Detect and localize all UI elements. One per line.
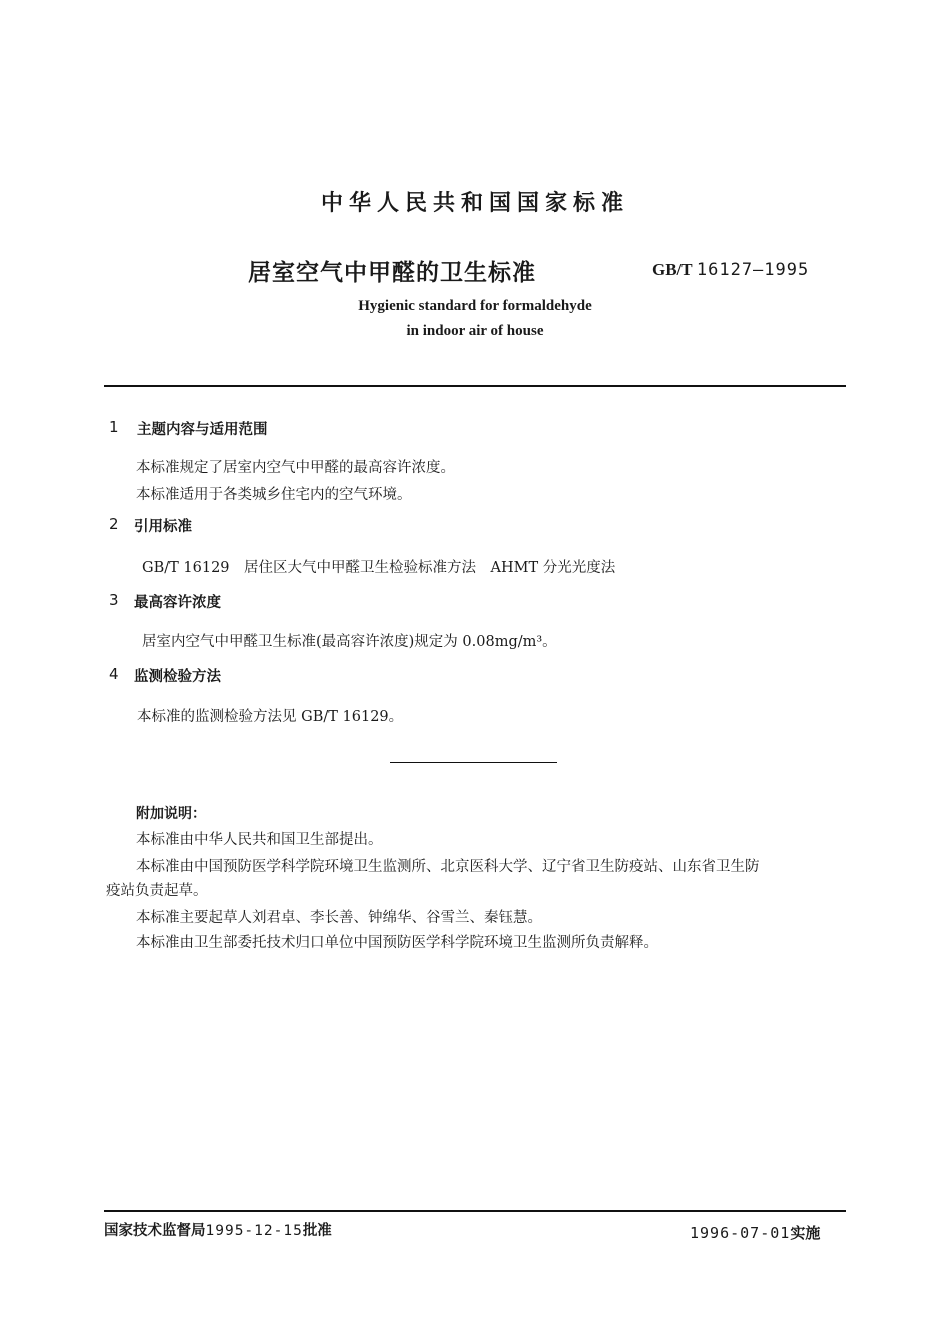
standard-code <box>652 260 809 280</box>
english-title-line-2: in indoor air of house <box>406 323 544 339</box>
standard-code-prefix: GB/T <box>652 260 693 279</box>
footer-approve-label: 批准 <box>302 1223 332 1239</box>
footer-implement-date: 1996-07-01 <box>690 1224 791 1242</box>
standard-code-number: 16127—1995 <box>696 260 810 280</box>
appendix-line-1: 本标准由中华人民共和国卫生部提出。 <box>136 832 383 848</box>
section-2-paragraph-1: GB/T 16129 居住区大气中甲醛卫生检验标准方法 AHMT 分光光度法 <box>142 560 616 576</box>
end-of-text-divider <box>390 762 557 763</box>
section-3-paragraph-1: 居室内空气中甲醛卫生标准(最高容许浓度)规定为 0.08mg/m³。 <box>142 634 557 650</box>
section-4-title: 监测检验方法 <box>134 669 221 685</box>
footer-divider <box>104 1210 846 1212</box>
footer-approval <box>104 1219 332 1240</box>
section-1-title: 主题内容与适用范围 <box>137 422 268 438</box>
footer-implementation <box>690 1222 820 1243</box>
appendix-line-4: 本标准主要起草人刘君卓、李长善、钟绵华、谷雪兰、秦钰慧。 <box>136 910 542 926</box>
header-divider <box>104 385 846 387</box>
appendix-line-3: 疫站负责起草。 <box>106 883 208 899</box>
appendix-title: 附加说明： <box>136 806 206 822</box>
english-title-line-1: Hygienic standard for formaldehyde <box>358 298 592 314</box>
document-title: 居室空气中甲醛的卫生标准 <box>248 260 536 286</box>
section-2-title: 引用标准 <box>134 519 192 535</box>
appendix-line-5: 本标准由卫生部委托技术归口单位中国预防医学科学院环境卫生监测所负责解释。 <box>136 935 658 951</box>
section-4-paragraph-1: 本标准的监测检验方法见 GB/T 16129。 <box>137 709 404 725</box>
section-4-number: 4 <box>109 665 119 683</box>
footer-approve-date: 1995-12-15 <box>205 1223 303 1239</box>
section-2-number: 2 <box>109 515 119 533</box>
section-3-number: 3 <box>109 591 119 609</box>
section-1-number: 1 <box>109 418 119 436</box>
section-1-paragraph-1: 本标准规定了居室内空气中甲醛的最高容许浓度。 <box>136 460 455 476</box>
section-3-title: 最高容许浓度 <box>134 595 221 611</box>
section-1-paragraph-2: 本标准适用于各类城乡住宅内的空气环境。 <box>136 487 412 503</box>
national-standard-title: 中华人民共和国国家标准 <box>320 191 629 216</box>
footer-issuer: 国家技术监督局 <box>104 1223 206 1239</box>
footer-implement-label: 实施 <box>790 1224 821 1242</box>
appendix-line-2: 本标准由中国预防医学科学院环境卫生监测所、北京医科大学、辽宁省卫生防疫站、山东省卫生防 <box>136 859 760 875</box>
